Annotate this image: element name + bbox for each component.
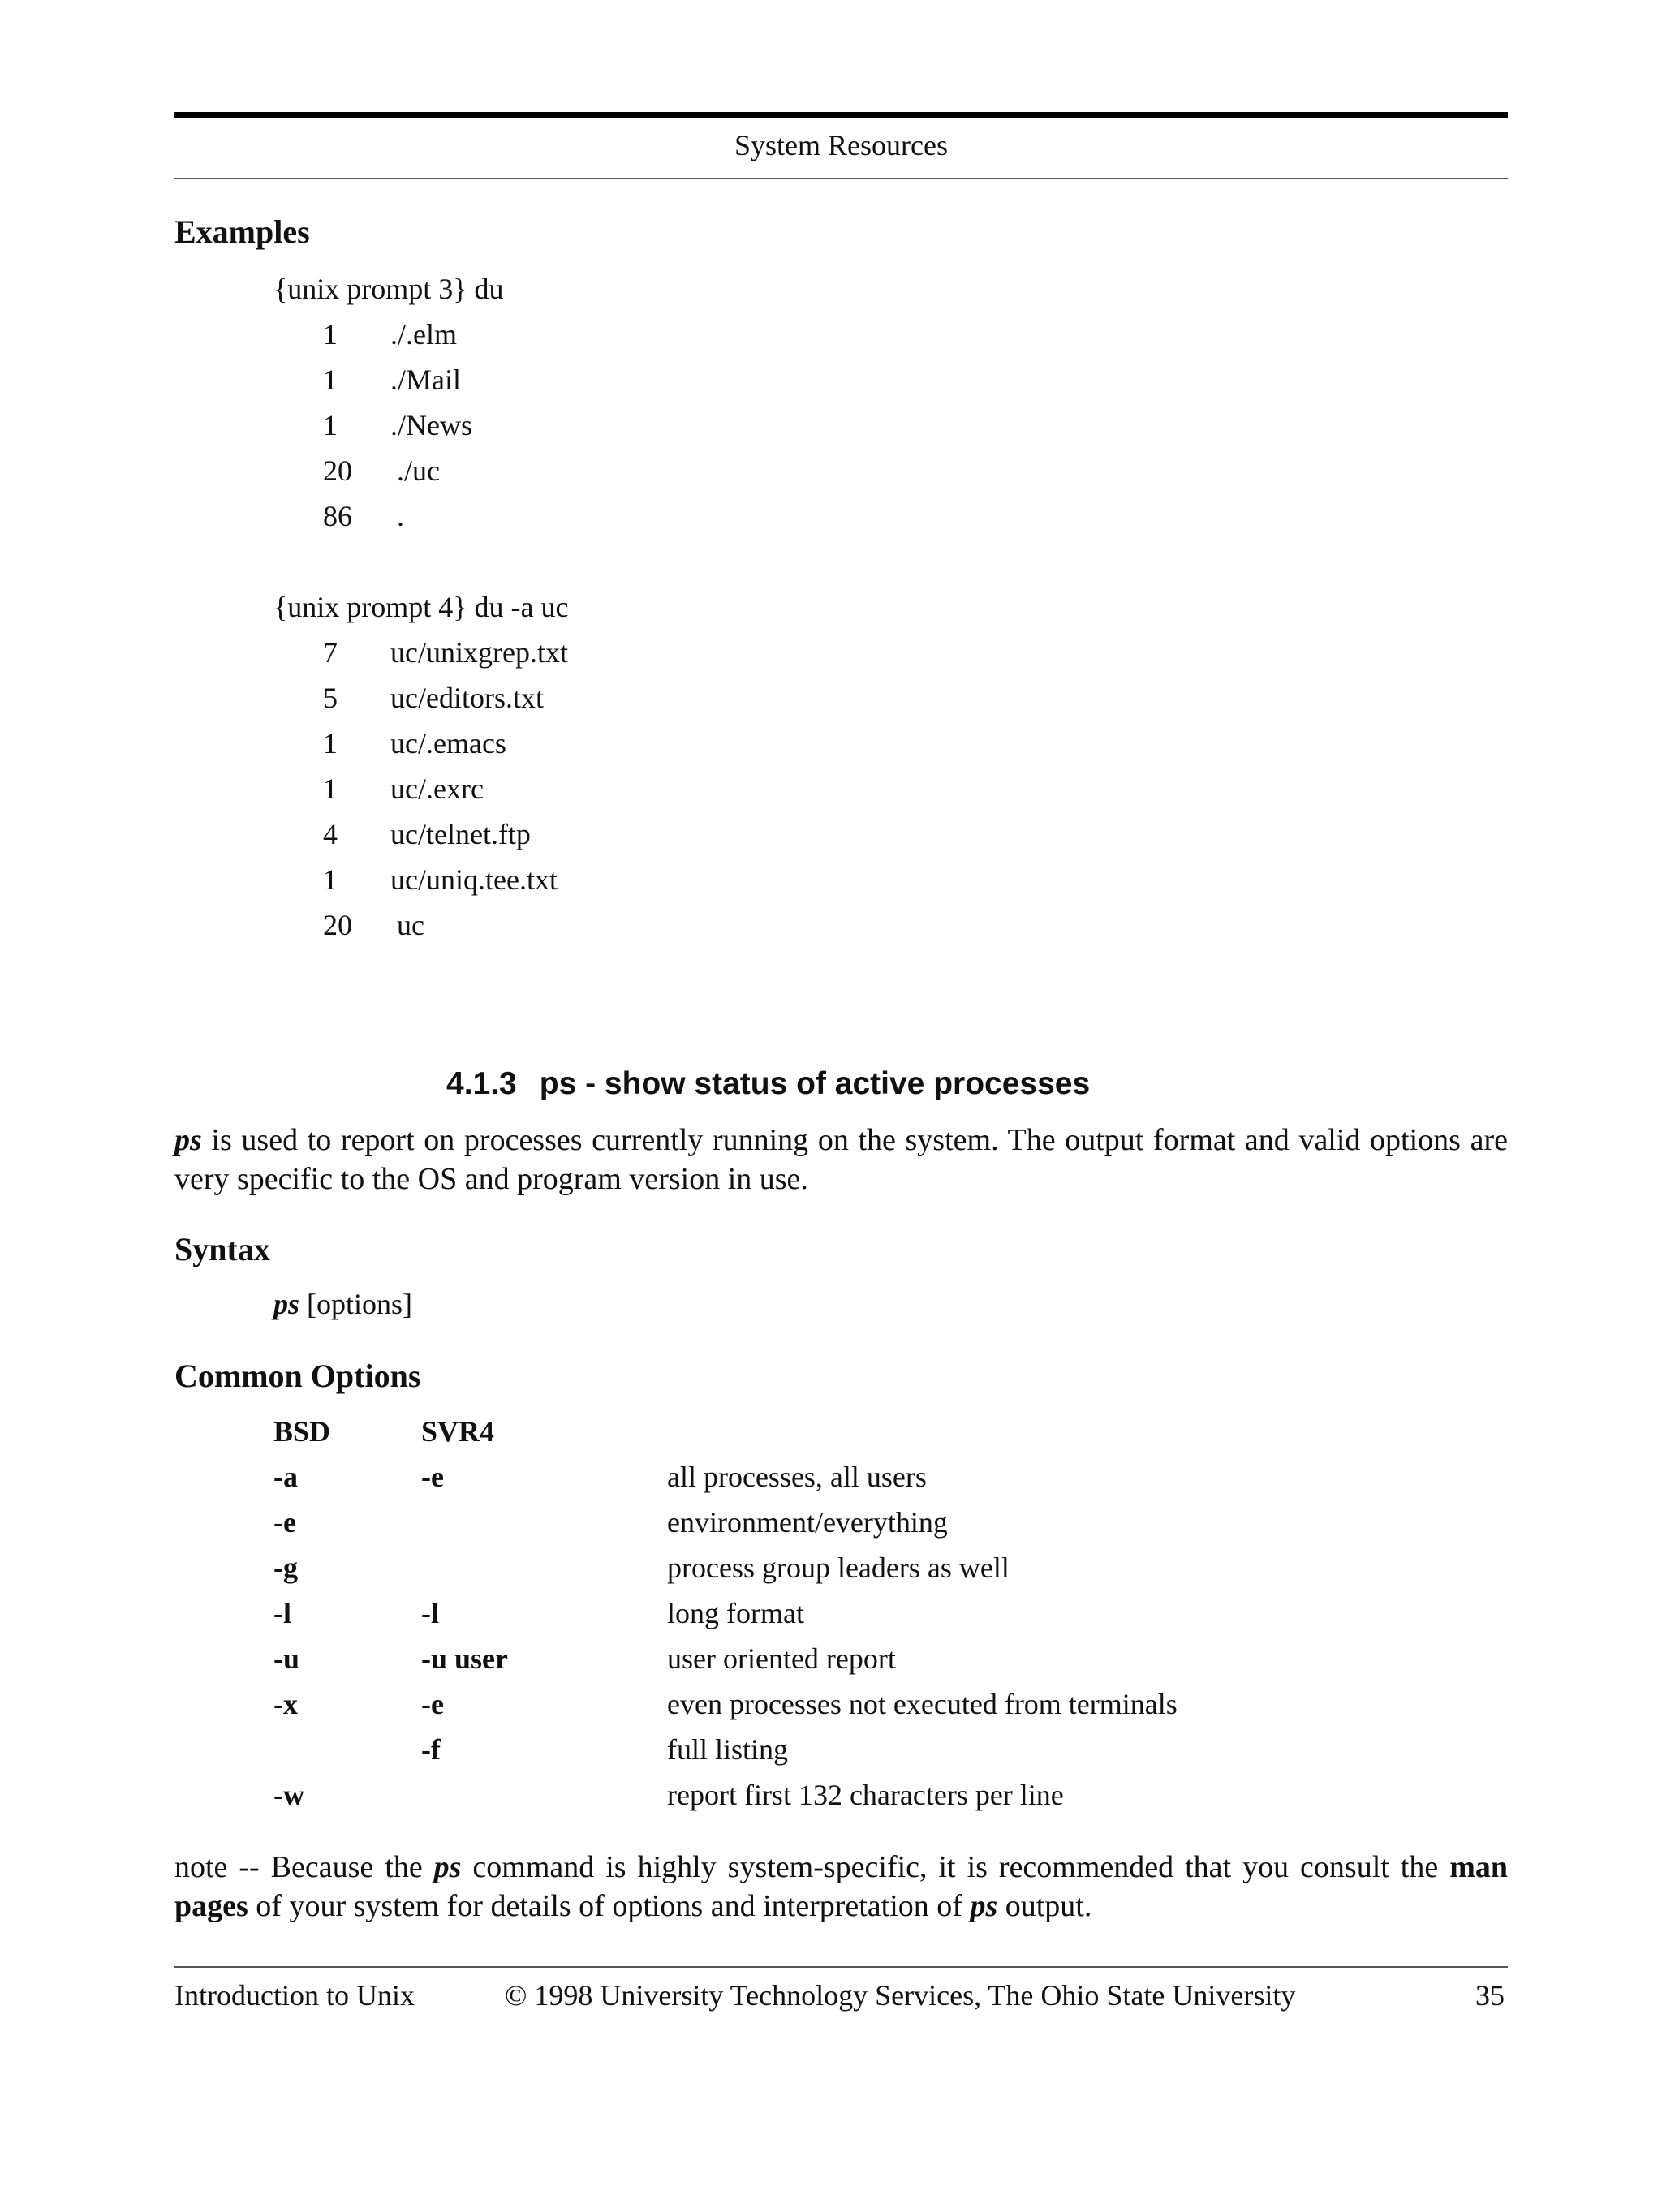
running-header: System Resources (734, 129, 948, 161)
du-row-path: . (397, 500, 404, 532)
page-number: 35 (1475, 1979, 1505, 2012)
section-heading (446, 1066, 1090, 1102)
footer-rule (174, 1966, 1508, 1968)
option-svr4: -e (421, 1461, 444, 1493)
du-row-size: 86 (323, 500, 352, 532)
du-a-row-path: uc (397, 909, 424, 941)
du-a-row-size: 7 (323, 636, 338, 669)
option-description: process group leaders as well (667, 1551, 1010, 1584)
option-bsd: -g (273, 1551, 298, 1584)
du-a-row-path: uc/.exrc (390, 772, 484, 805)
syntax-heading: Syntax (174, 1231, 270, 1267)
footer-left: Introduction to Unix (174, 1979, 415, 2012)
du-a-row-path: uc/editors.txt (390, 682, 544, 714)
example1-prompt: {unix prompt 3} du (273, 273, 504, 305)
note-text-4: output. (997, 1889, 1092, 1923)
example2-prompt: {unix prompt 4} du -a uc (273, 591, 569, 623)
option-bsd: -a (273, 1461, 298, 1493)
option-bsd: -e (273, 1506, 296, 1539)
du-row-path: ./Mail (390, 364, 461, 396)
option-description: user oriented report (667, 1642, 896, 1675)
option-description: full listing (667, 1733, 789, 1766)
option-svr4: -e (421, 1688, 444, 1720)
options-heading: Common Options (174, 1358, 421, 1394)
section-number: 4.1.3 (446, 1066, 517, 1101)
option-bsd: -x (273, 1688, 298, 1720)
note-text-2: command is highly system-specific, it is recommended that you consult the (461, 1850, 1450, 1884)
intro-command: ps (174, 1123, 202, 1157)
intro-text: is used to report on processes currently running on the system. The output format and valid options are very specific to the OS and program version in use. (174, 1123, 1508, 1196)
syntax-command: ps (273, 1288, 300, 1320)
du-row-size: 20 (323, 454, 352, 487)
section-title: ps - show status of active processes (539, 1066, 1091, 1101)
du-a-row-size: 1 (323, 772, 338, 805)
du-a-row-size: 4 (323, 818, 338, 850)
du-a-row-path: uc/unixgrep.txt (390, 636, 568, 669)
note-text-3: of your system for details of options and interpretation of (248, 1889, 971, 1923)
header-bottom-rule (174, 178, 1508, 179)
du-row-path: ./.elm (390, 318, 457, 351)
option-bsd: -w (273, 1779, 304, 1811)
note-command-1: ps (433, 1850, 462, 1884)
du-a-row-size: 1 (323, 727, 338, 760)
footer-copyright: © 1998 University Technology Services, The Ohio State University (505, 1979, 1296, 2012)
du-a-row-path: uc/telnet.ftp (390, 818, 531, 850)
du-row-size: 1 (323, 409, 338, 441)
option-description: report first 132 characters per line (667, 1779, 1064, 1811)
option-svr4: -l (421, 1597, 439, 1629)
du-row-path: ./uc (397, 454, 440, 487)
syntax-args: [options] (299, 1288, 413, 1320)
option-svr4: -u user (421, 1642, 508, 1675)
note-text-1: note -- Because the (174, 1850, 434, 1884)
option-svr4: -f (421, 1733, 441, 1766)
du-row-size: 1 (323, 364, 338, 396)
option-bsd: -l (273, 1597, 291, 1629)
examples-heading: Examples (174, 213, 310, 250)
option-description: environment/everything (667, 1506, 948, 1539)
note-command-2: ps (970, 1889, 998, 1923)
option-bsd: -u (273, 1642, 300, 1675)
header-top-rule (174, 112, 1508, 118)
du-a-row-path: uc/.emacs (390, 727, 506, 760)
du-a-row-size: 5 (323, 682, 338, 714)
du-a-row-size: 20 (323, 909, 352, 941)
note-paragraph (174, 1848, 1508, 1926)
du-a-row-path: uc/uniq.tee.txt (390, 863, 558, 896)
option-description: all processes, all users (667, 1461, 927, 1493)
du-a-row-size: 1 (323, 863, 338, 896)
options-col-bsd: BSD (273, 1415, 331, 1448)
note-man-pages: man pages (174, 1850, 1508, 1923)
option-description: even processes not executed from terminals (667, 1688, 1178, 1720)
du-row-path: ./News (390, 409, 472, 441)
option-description: long format (667, 1597, 804, 1629)
syntax-line (273, 1287, 412, 1321)
section-intro (174, 1121, 1508, 1199)
options-col-svr4: SVR4 (421, 1415, 495, 1448)
du-row-size: 1 (323, 318, 338, 351)
